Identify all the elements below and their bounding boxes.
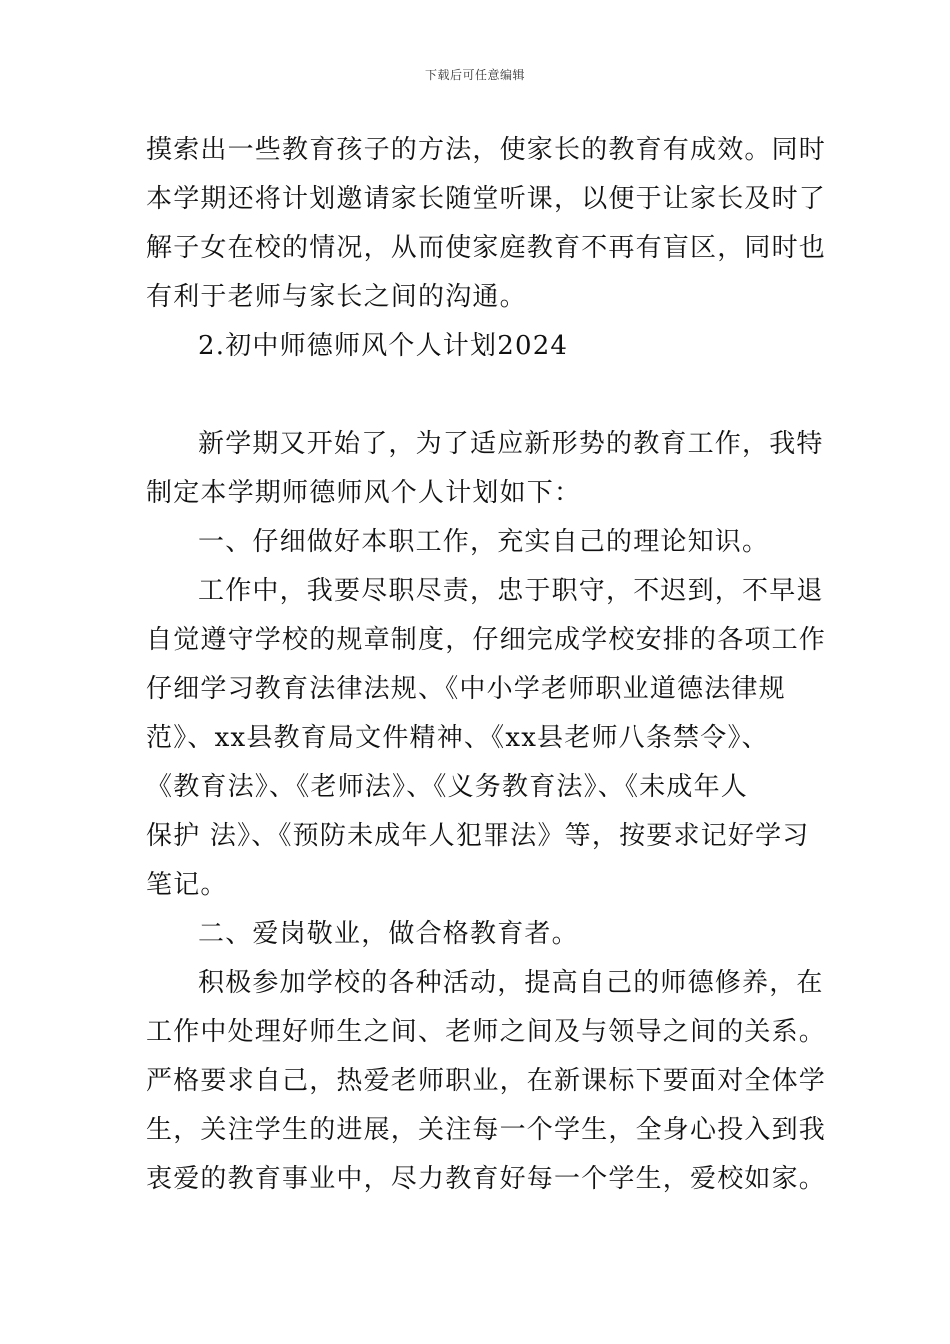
paragraph-line: 保护 法》、《预防未成年人犯罪法》等，按要求记好学习 bbox=[146, 821, 810, 851]
subsection-heading: 一、仔细做好本职工作，充实自己的理论知识。 bbox=[198, 527, 770, 557]
paragraph-line: 《教育法》、《老师法》、《义务教育法》、《未成年人 bbox=[146, 772, 749, 802]
paragraph-line: 解子女在校的情况，从而使家庭教育不再有盲区，同时也 bbox=[146, 233, 827, 263]
paragraph-line: 仔细学习教育法律法规、《中小学老师职业道德法律规 bbox=[146, 674, 786, 704]
paragraph-line: 严格要求自己，热爱老师职业，在新课标下要面对全体学 bbox=[146, 1066, 827, 1096]
paragraph-line: 有利于老师与家长之间的沟通。 bbox=[146, 282, 527, 312]
paragraph-line: 笔记。 bbox=[146, 870, 228, 900]
paragraph-line: 积极参加学校的各种活动，提高自己的师德修养，在 bbox=[198, 968, 824, 998]
paragraph-line: 自觉遵守学校的规章制度，仔细完成学校安排的各项工作 bbox=[146, 625, 827, 655]
subsection-heading: 二、爱岗敬业，做合格教育者。 bbox=[198, 919, 579, 949]
section-heading: 2.初中师德师风个人计划2024 bbox=[198, 331, 569, 361]
page-header: 下载后可任意编辑 bbox=[424, 68, 525, 82]
blank-line bbox=[146, 371, 808, 420]
paragraph-line: 范》、xx县教育局文件精神、《xx县老师八条禁令》、 bbox=[146, 723, 769, 753]
paragraph-line: 生，关注学生的进展，关注每一个学生，全身心投入到我 bbox=[146, 1115, 827, 1145]
paragraph-line: 工作中处理好师生之间、老师之间及与领导之间的关系。 bbox=[146, 1017, 827, 1047]
paragraph-line: 本学期还将计划邀请家长随堂听课，以便于让家长及时了 bbox=[146, 184, 827, 214]
paragraph-line: 制定本学期师德师风个人计划如下： bbox=[146, 478, 582, 508]
document-body bbox=[146, 126, 827, 1204]
paragraph-line: 摸索出一些教育孩子的方法，使家长的教育有成效。同时 bbox=[146, 135, 827, 165]
paragraph-line: 工作中，我要尽职尽责，忠于职守，不迟到，不早退 bbox=[198, 576, 824, 606]
paragraph-line: 衷爱的教育事业中，尽力教育好每一个学生，爱校如家。 bbox=[146, 1164, 827, 1194]
paragraph-line: 新学期又开始了，为了适应新形势的教育工作，我特 bbox=[198, 429, 824, 459]
